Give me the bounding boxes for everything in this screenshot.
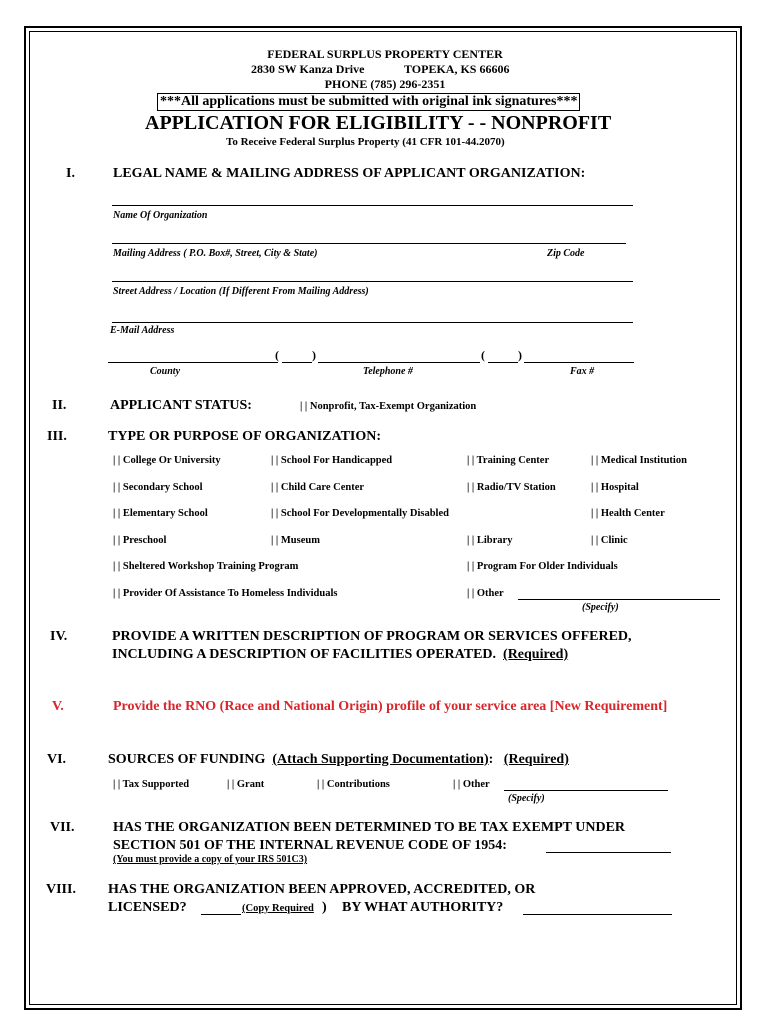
section-4-line-1: PROVIDE A WRITTEN DESCRIPTION OF PROGRAM OR SERVICES OFFERED, [112,629,632,644]
telephone-area-open: ( [275,348,279,362]
option-program-older-individuals[interactable]: | | Program For Older Individuals [467,561,618,572]
section-6-heading-wrap [108,752,569,768]
section-6-colon: : [488,752,494,767]
telephone-area-code-field[interactable] [282,362,312,363]
fax-label: Fax # [570,366,595,377]
section-7-number: VII. [50,820,75,835]
street-address-field[interactable] [112,281,633,282]
section-6-attach-note: (Attach Supporting Documentation) [272,752,489,767]
section-5-text: Provide the RNO (Race and National Origin) profile of your service area [New Requirement] [113,699,668,714]
option-grant[interactable]: | | Grant [227,779,265,790]
telephone-field[interactable] [318,362,480,363]
section-8-line-1: HAS THE ORGANIZATION BEEN APPROVED, ACCREDITED, OR [108,882,536,897]
option-contributions[interactable]: | | Contributions [317,779,390,790]
option-clinic[interactable]: | | Clinic [591,535,628,546]
other-type-field[interactable] [518,599,720,600]
option-radio-tv-station[interactable]: | | Radio/TV Station [467,482,556,493]
option-sheltered-workshop[interactable]: | | Sheltered Workshop Training Program [113,561,299,572]
fax-field[interactable] [524,362,634,363]
section-7-note: (You must provide a copy of your IRS 501C3) [113,854,308,865]
option-museum[interactable]: | | Museum [271,535,320,546]
option-medical-institution[interactable]: | | Medical Institution [591,455,687,466]
option-school-developmentally-disabled[interactable]: | | School For Developmentally Disabled [271,508,449,519]
option-nonprofit-tax-exempt[interactable]: | | Nonprofit, Tax-Exempt Organization [300,401,477,412]
section-8-copy-required: (Copy Required [242,903,314,914]
section-4-line-2: INCLUDING A DESCRIPTION OF FACILITIES OPERATED. [112,647,497,662]
email-label: E-Mail Address [110,325,175,336]
header-org: FEDERAL SURPLUS PROPERTY CENTER [267,47,503,61]
tax-exempt-answer-field[interactable] [546,852,671,853]
mailing-address-label: Mailing Address ( P.O. Box#, Street, City & State) [113,248,318,259]
option-college-or-university[interactable]: | | College Or University [113,455,221,466]
option-tax-supported[interactable]: | | Tax Supported [113,779,190,790]
section-7-line-1: HAS THE ORGANIZATION BEEN DETERMINED TO BE TAX EXEMPT UNDER [113,820,626,835]
page-subtitle: To Receive Federal Surplus Property (41 CFR 101-44.2070) [226,136,505,148]
email-field[interactable] [112,322,633,323]
section-6-number: VI. [47,752,67,767]
option-child-care-center[interactable]: | | Child Care Center [271,482,365,493]
section-6-heading: SOURCES OF FUNDING [108,752,266,767]
section-8-line-2-b: BY WHAT AUTHORITY? [342,900,504,915]
org-name-label: Name Of Organization [113,210,208,221]
section-3-heading: TYPE OR PURPOSE OF ORGANIZATION: [108,429,382,444]
section-8-line-2-a: LICENSED? [108,900,187,915]
other-funding-specify-label: (Specify) [508,793,545,804]
section-4-line-2-wrap [112,647,568,663]
zip-code-label: Zip Code [547,248,585,259]
header-street: 2830 SW Kanza Drive [251,62,365,76]
option-health-center[interactable]: | | Health Center [591,508,665,519]
option-secondary-school[interactable]: | | Secondary School [113,482,203,493]
option-training-center[interactable]: | | Training Center [467,455,550,466]
option-homeless-assistance[interactable]: | | Provider Of Assistance To Homeless Individuals [113,588,338,599]
option-elementary-school[interactable]: | | Elementary School [113,508,208,519]
option-preschool[interactable]: | | Preschool [113,535,167,546]
other-funding-field[interactable] [504,790,668,791]
mailing-address-field[interactable] [112,243,626,244]
telephone-area-close: ) [312,348,316,362]
option-other-type[interactable]: | | Other [467,588,504,599]
option-other-funding[interactable]: | | Other [453,779,490,790]
section-4-required: (Required) [503,647,569,662]
telephone-label: Telephone # [363,366,413,377]
header-city: TOPEKA, KS 66606 [404,62,510,76]
section-7-line-2: SECTION 501 OF THE INTERNAL REVENUE CODE OF 1954: [113,838,507,853]
option-hospital[interactable]: | | Hospital [591,482,639,493]
section-5-number: V. [52,699,64,714]
county-field[interactable] [108,362,278,363]
page-title: APPLICATION FOR ELIGIBILITY - - NONPROFIT [145,112,612,134]
fax-area-code-field[interactable] [488,362,518,363]
signature-notice: ***All applications must be submitted with original ink signatures*** [157,93,580,111]
section-3-number: III. [47,429,67,444]
authority-field[interactable] [523,914,672,915]
section-1-heading: LEGAL NAME & MAILING ADDRESS OF APPLICANT ORGANIZATION: [113,166,586,181]
fax-area-open: ( [481,348,485,362]
section-2-heading: APPLICANT STATUS: [110,398,252,413]
section-1-number: I. [66,166,75,181]
county-label: County [150,366,181,377]
fax-area-close: ) [518,348,522,362]
other-type-specify-label: (Specify) [582,602,619,613]
option-school-for-handicapped[interactable]: | | School For Handicapped [271,455,393,466]
licensed-answer-field[interactable] [201,914,241,915]
org-name-field[interactable] [112,205,633,206]
section-4-number: IV. [50,629,68,644]
section-2-number: II. [52,398,67,413]
section-8-number: VIII. [46,882,76,897]
section-6-required: (Required) [503,752,569,767]
street-address-label: Street Address / Location (If Different From Mailing Address) [113,286,369,297]
header-phone: PHONE (785) 296-2351 [324,77,446,91]
option-library[interactable]: | | Library [467,535,513,546]
section-8-copy-paren-close: ) [322,900,327,915]
